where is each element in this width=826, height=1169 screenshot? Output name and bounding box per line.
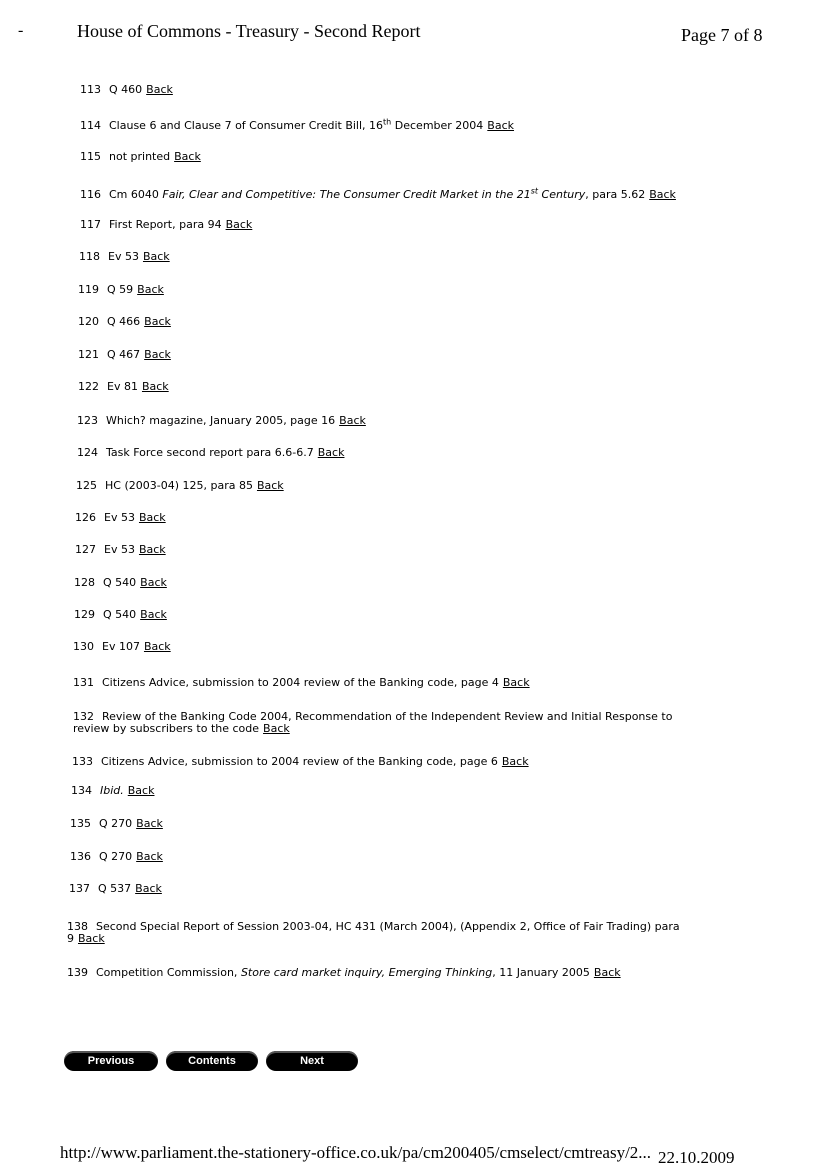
footnote-114 [80,117,700,132]
footnote-text: Fair, Clear and Competitive: The Consumer Credit Market in the 21 [162,188,531,201]
footnote-132 [73,711,693,735]
footnote-number: 115 [80,150,101,163]
back-link[interactable]: Back [339,414,366,427]
footnote-number: 138 [67,920,88,933]
footnote-136 [70,851,690,863]
footnote-text: Q 466 [107,315,141,328]
footnote-text: st [530,186,539,196]
back-link[interactable]: Back [501,755,529,768]
footnote-text: Q 537 [98,882,132,895]
footnote-text: Century [538,188,586,201]
footnote-126 [75,512,695,524]
footnote-number: 134 [71,784,92,797]
footer-url: http://www.parliament.the-stationery-office.co.uk/pa/cm200405/cmselect/cmtreasy/2... [60,1143,652,1162]
navigation-buttons [64,1051,358,1071]
footnote-number: 128 [74,576,95,589]
footnote-116 [80,186,700,201]
footnote-120 [78,316,698,328]
page-header-title: House of Commons - Treasury - Second Report [77,21,421,41]
footnote-number: 122 [78,380,99,393]
back-link[interactable]: Back [146,83,173,96]
footnote-text: Citizens Advice, submission to 2004 review of the Banking code, page 6 [101,755,498,768]
previous-button[interactable]: Previous [64,1051,158,1071]
back-link[interactable]: Back [144,315,171,328]
back-link[interactable]: Back [143,640,171,653]
back-link[interactable]: Back [144,348,171,361]
footnote-133 [72,756,692,768]
footnote-text: Ev 53 [104,511,135,524]
back-link[interactable]: Back [140,608,167,621]
footnote-134 [71,785,691,797]
footnote-number: 113 [80,83,101,96]
footnote-number: 120 [78,315,99,328]
footnote-text: not printed [109,150,171,163]
footnote-text: Q 270 [99,817,133,830]
footnote-text: First Report, para 94 [109,218,222,231]
back-link[interactable]: Back [138,543,166,556]
footnote-text: Ibid. [100,784,124,797]
back-link[interactable]: Back [593,966,621,979]
footnote-131 [73,677,693,689]
back-link[interactable]: Back [127,784,155,797]
back-link[interactable]: Back [263,722,290,735]
footnote-number: 135 [70,817,91,830]
footnote-125 [76,480,696,492]
back-link[interactable]: Back [502,676,530,689]
footnote-number: 116 [80,188,101,201]
footnote-number: 121 [78,348,99,361]
footnote-128 [74,577,694,589]
footnote-118 [79,251,699,263]
footnote-117 [80,219,700,231]
footnote-number: 125 [76,479,97,492]
footnote-number: 136 [70,850,91,863]
footnote-number: 133 [72,755,93,768]
footnote-123 [77,415,697,427]
back-link[interactable]: Back [78,932,105,945]
footnote-number: 114 [80,119,101,132]
footnote-115 [80,151,700,163]
footnote-113 [80,84,700,96]
footnote-number: 118 [79,250,100,263]
margin-marker: - [18,22,24,39]
footnote-number: 124 [77,446,98,459]
footer-date: 22.10.2009 [658,1148,735,1167]
footnote-text: Q 540 [103,608,137,621]
footnote-text: Q 59 [107,283,134,296]
footnote-text: Clause 6 and Clause 7 of Consumer Credit Bill, 16 [109,119,384,132]
footnote-number: 130 [73,640,94,653]
footnote-135 [70,818,690,830]
footnote-text: Competition Commission, [96,966,241,979]
back-link[interactable]: Back [137,283,164,296]
footnote-text: , para 5.62 [585,188,646,201]
footnote-121 [78,349,698,361]
footnote-139 [67,967,687,979]
back-link[interactable]: Back [649,188,676,201]
back-link[interactable]: Back [256,479,284,492]
footnote-text: HC (2003-04) 125, para 85 [105,479,253,492]
back-link[interactable]: Back [142,250,170,263]
footnote-137 [69,883,689,895]
footnote-text: Which? magazine, January 2005, page 16 [106,414,336,427]
footnote-number: 131 [73,676,94,689]
back-link[interactable]: Back [225,218,253,231]
footnote-124 [77,447,697,459]
footnote-number: 132 [73,710,94,723]
footnote-122 [78,381,698,393]
footnote-number: 126 [75,511,96,524]
footnote-text: Review of the Banking Code 2004, Recommendation of the Independent Review and Initial Response to review by subscribers to the code [73,710,673,735]
next-button[interactable]: Next [266,1051,358,1071]
footnote-number: 117 [80,218,101,231]
footnote-138 [67,921,687,945]
footnote-130 [73,641,693,653]
back-link[interactable]: Back [138,511,166,524]
footnote-text: th [383,117,392,127]
contents-button[interactable]: Contents [166,1051,258,1071]
footnote-119 [78,284,698,296]
footnote-number: 139 [67,966,88,979]
back-link[interactable]: Back [136,850,163,863]
back-link[interactable]: Back [135,882,162,895]
footnote-text: Q 270 [99,850,133,863]
footnote-text: Second Special Report of Session 2003-04, HC 431 (March 2004), (Appendix 2, Office of Fair Trading) para 9 [67,920,680,945]
back-link[interactable]: Back [136,817,163,830]
footnote-text: Q 460 [109,83,143,96]
back-link[interactable]: Back [141,380,169,393]
footnote-text: Q 467 [107,348,141,361]
back-link[interactable]: Back [174,150,201,163]
back-link[interactable]: Back [487,119,515,132]
footnote-number: 137 [69,882,90,895]
footnote-number: 129 [74,608,95,621]
footnote-number: 123 [77,414,98,427]
footnote-number: 119 [78,283,99,296]
footnote-text: Ev 81 [107,380,138,393]
back-link[interactable]: Back [140,576,167,589]
footnote-number: 127 [75,543,96,556]
footnote-129 [74,609,694,621]
footnote-text: Cm 6040 [109,188,163,201]
footnote-text: Ev 107 [102,640,140,653]
footnote-text: Q 540 [103,576,137,589]
back-link[interactable]: Back [317,446,345,459]
footnote-text: , 11 January 2005 [492,966,590,979]
footnote-text: Ev 53 [108,250,139,263]
page-number: Page 7 of 8 [681,25,763,45]
footnote-text: Citizens Advice, submission to 2004 review of the Banking code, page 4 [102,676,499,689]
footnote-text: Ev 53 [104,543,135,556]
footnote-text: Task Force second report para 6.6-6.7 [106,446,314,459]
footnote-text: December 2004 [391,119,484,132]
footnote-text: Store card market inquiry, Emerging Thinking [240,966,493,979]
footnote-127 [75,544,695,556]
